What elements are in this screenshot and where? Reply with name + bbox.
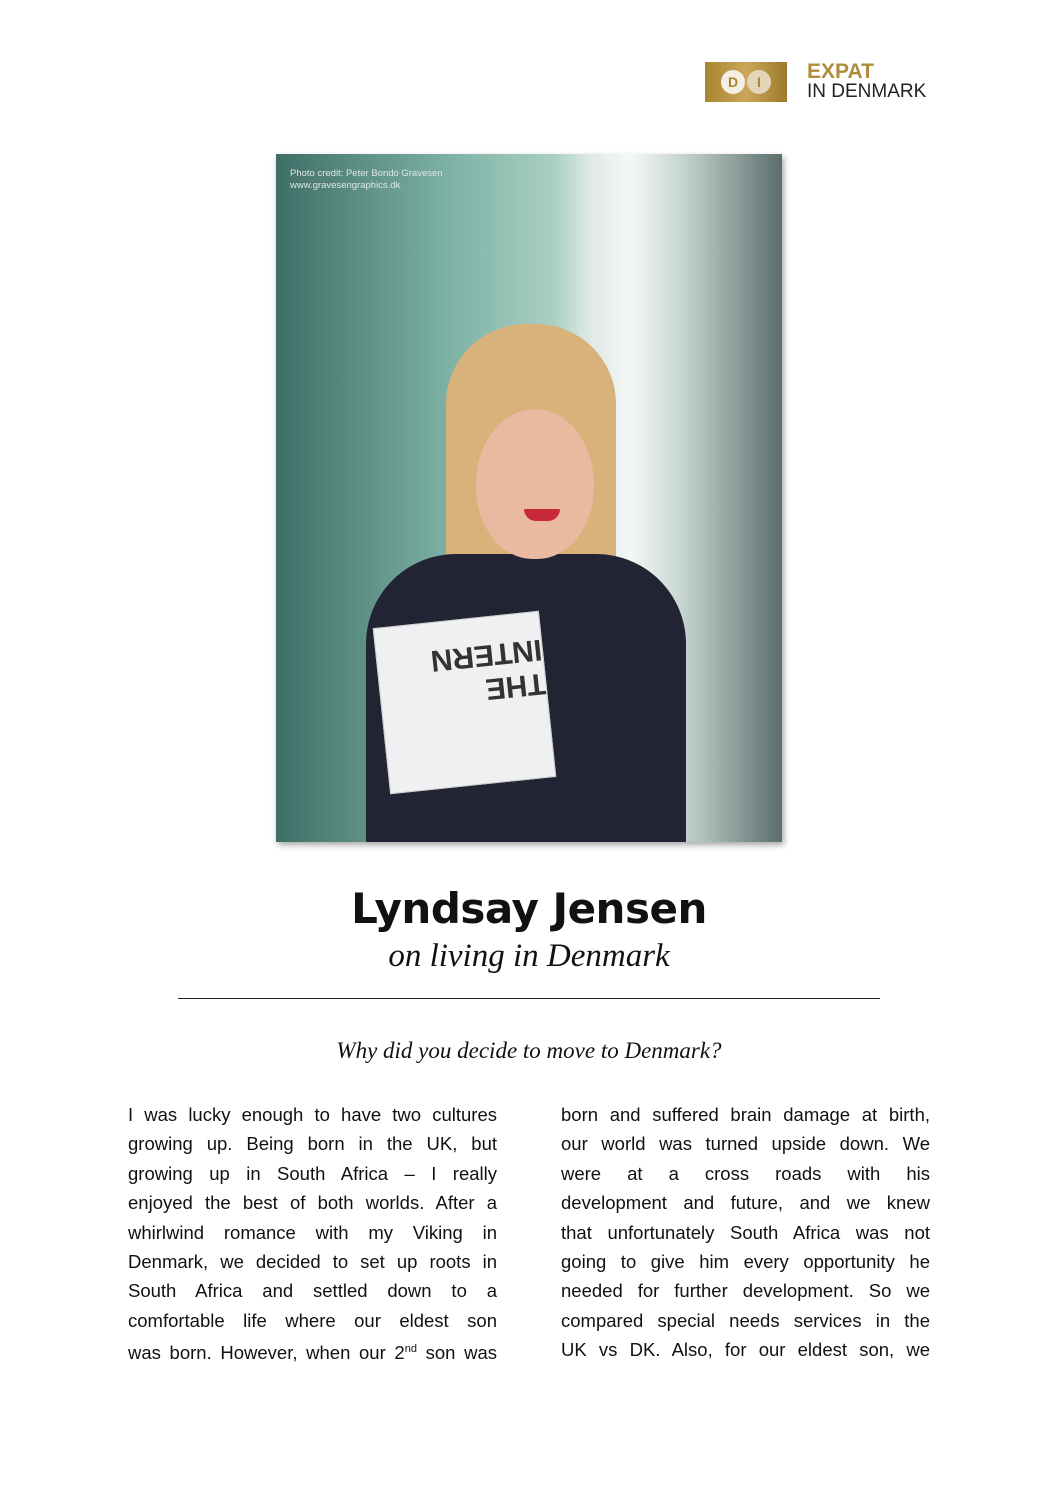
logo-disc-i: I: [747, 70, 771, 94]
photo-face: [476, 409, 594, 559]
logo-disc-d: D: [721, 70, 745, 94]
text-line: comfortable life where our eldest son: [128, 1309, 497, 1331]
text-line: enjoyed the best of both worlds. After a: [128, 1192, 497, 1214]
text-line: was born. However, when our 2nd son was: [128, 1342, 497, 1364]
text-line: compared special needs services in the: [561, 1309, 930, 1331]
article-subtitle: on living in Denmark: [388, 938, 670, 974]
article-title: Lyndsay Jensen: [351, 884, 707, 933]
text-line: UK vs DK. Also, for our eldest son, we: [561, 1339, 930, 1361]
text-line: born and suffered brain damage at birth,: [561, 1104, 930, 1125]
logo-line1: EXPAT: [807, 60, 874, 83]
logo-mark: [705, 62, 787, 102]
photo-credit: Photo credit: Peter Bondo Gravesen www.gravesengraphics.dk: [290, 168, 443, 191]
text-line: whirlwind romance with my Viking in: [128, 1221, 497, 1243]
left-column: [128, 1100, 497, 1368]
text-line: South Africa and settled down to a: [128, 1280, 497, 1302]
photo-magazine: THE INTERN: [373, 611, 557, 795]
text-line: I was lucky enough to have two cultures: [128, 1104, 497, 1125]
right-column: [561, 1100, 930, 1365]
text-line: development and future, and we knew: [561, 1192, 930, 1214]
divider: [178, 998, 880, 999]
text-line: that unfortunately South Africa was not: [561, 1221, 930, 1243]
text-line: growing up in South Africa – I really: [128, 1162, 497, 1184]
interview-question: Why did you decide to move to Denmark?: [336, 1038, 722, 1063]
portrait-photo: [276, 154, 782, 842]
text-line: were at a cross roads with his: [561, 1162, 930, 1184]
expat-in-denmark-logo: [705, 62, 926, 102]
text-line: Denmark, we decided to set up roots in: [128, 1251, 497, 1273]
text-line: our world was turned upside down. We: [561, 1133, 930, 1155]
logo-line2: IN DENMARK: [807, 81, 927, 102]
text-line: needed for further development. So we: [561, 1280, 930, 1302]
text-line: growing up. Being born in the UK, but: [128, 1133, 497, 1155]
text-line: going to give him every opportunity he: [561, 1251, 930, 1273]
